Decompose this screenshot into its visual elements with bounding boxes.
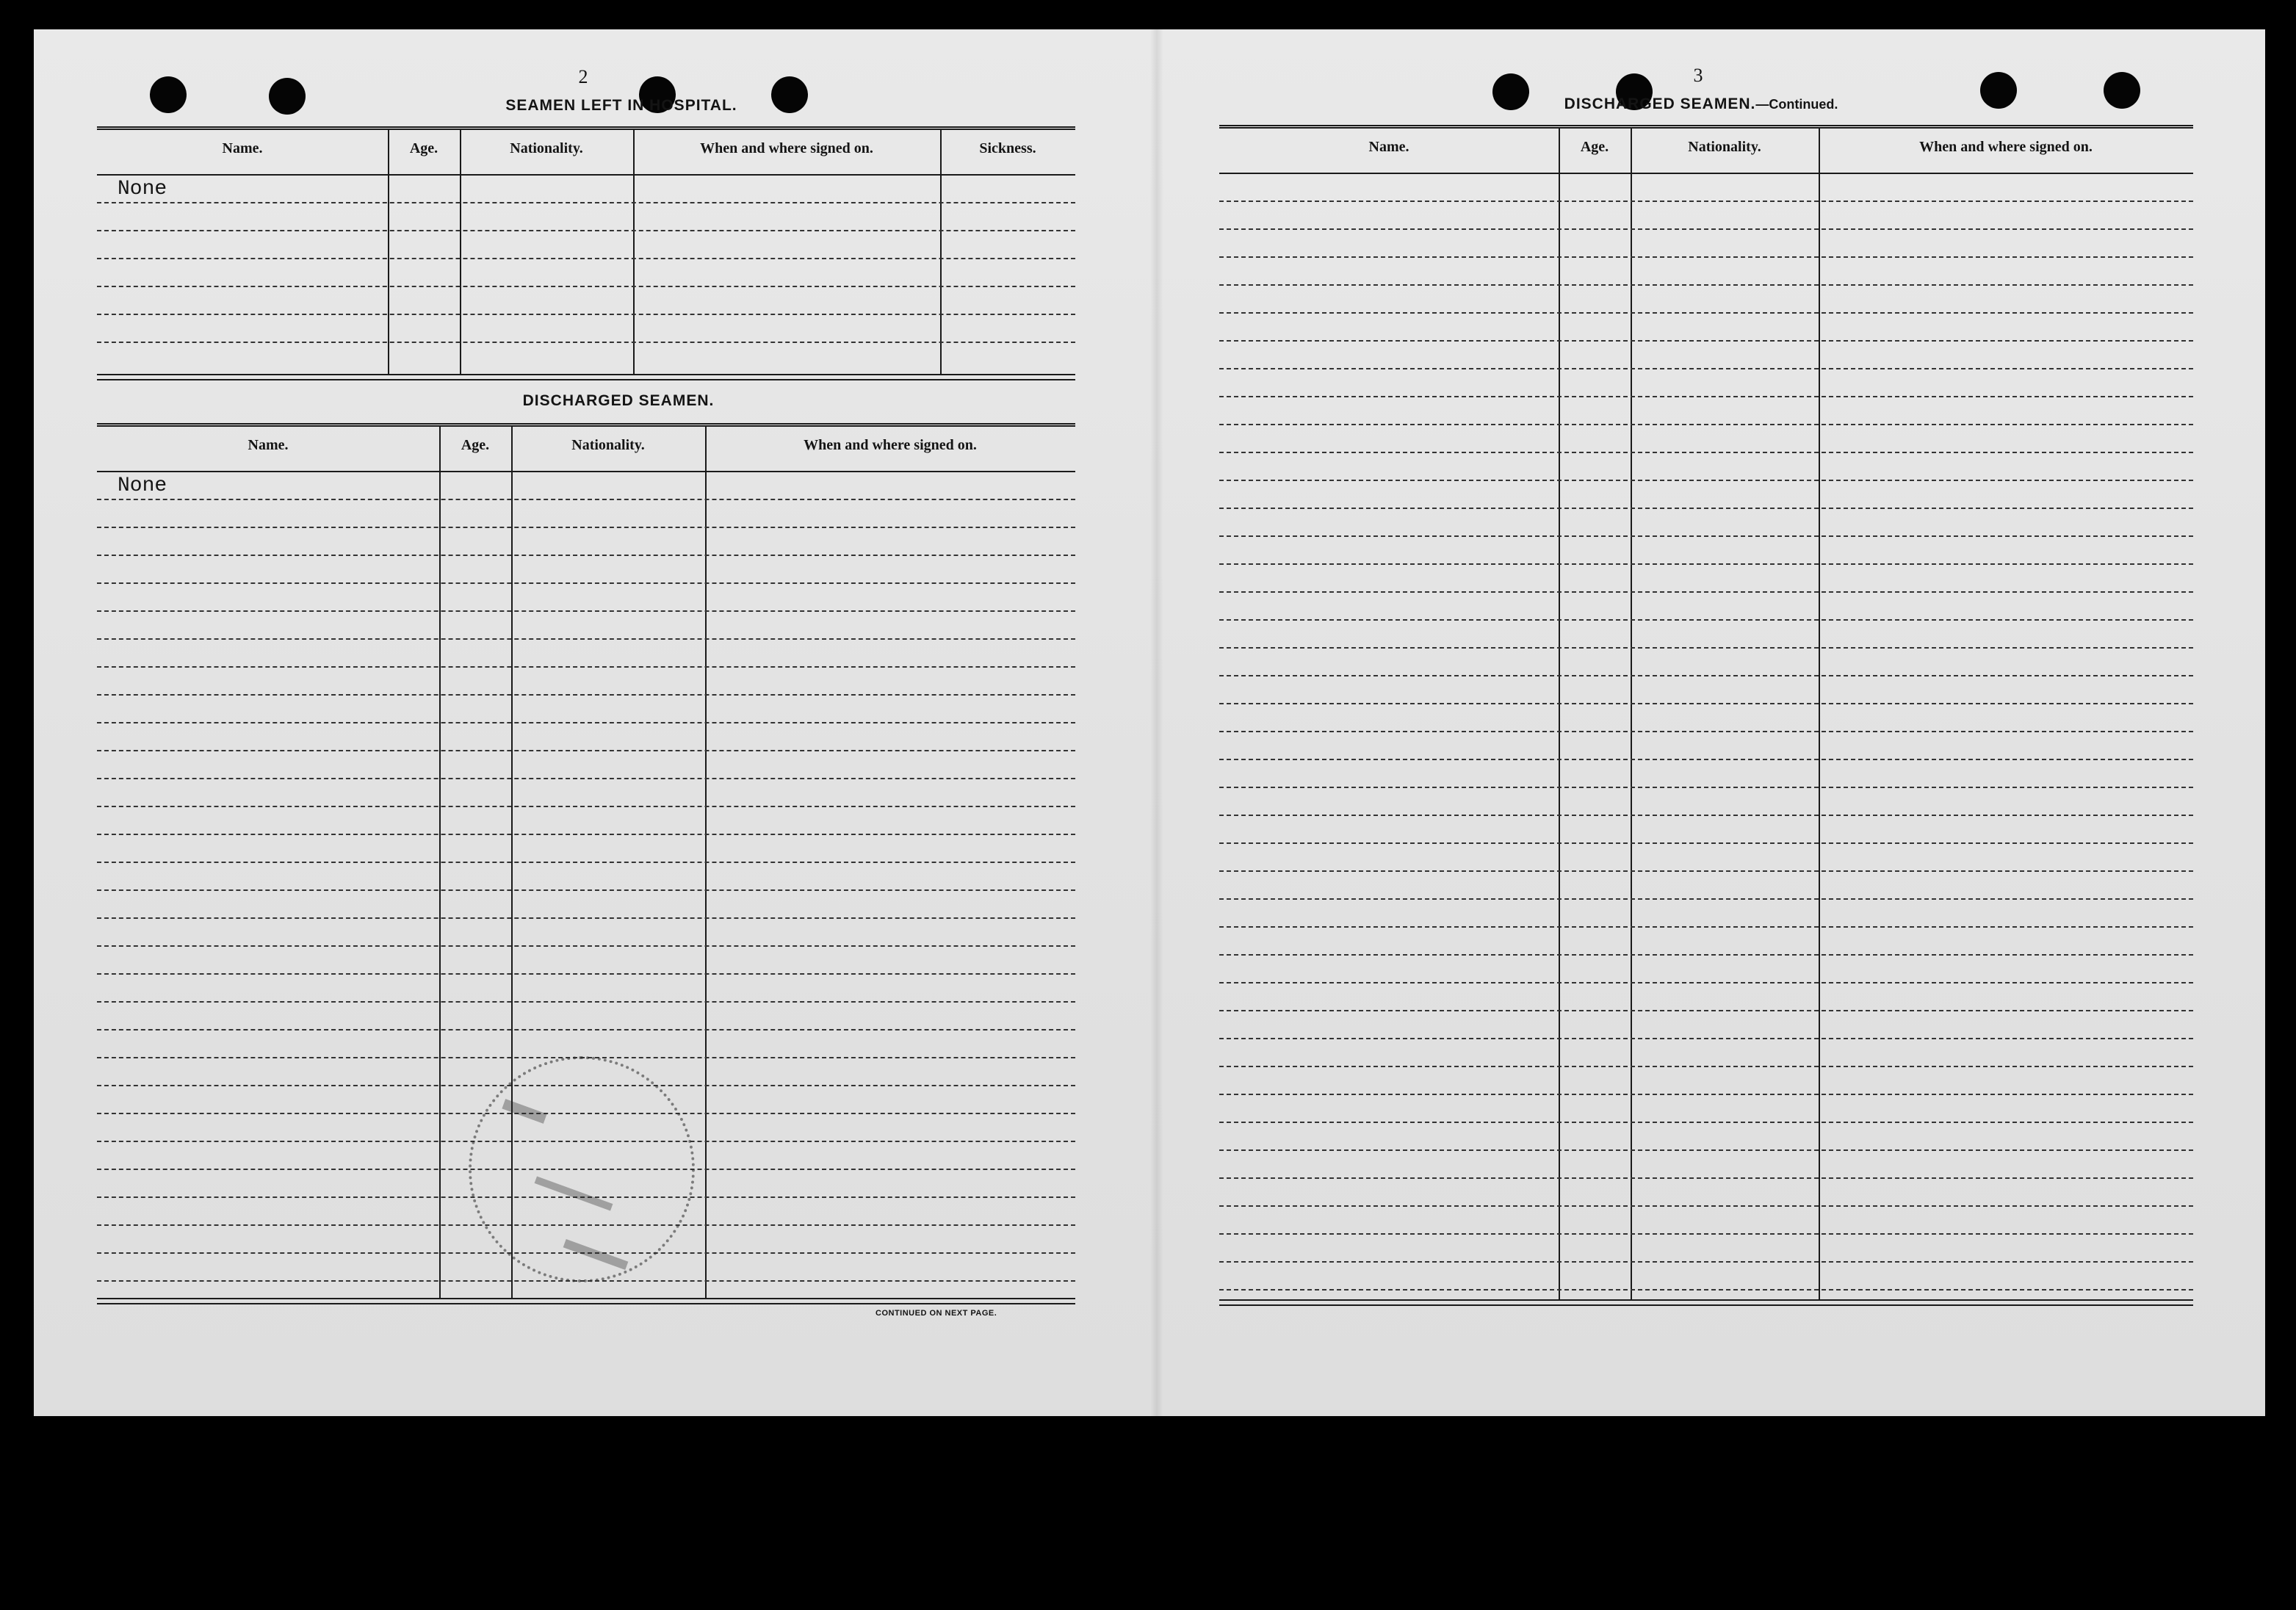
table-row — [1219, 453, 2193, 481]
table-row — [1219, 1123, 2193, 1151]
hospital-section-title: SEAMEN LEFT IN HOSPITAL. — [505, 97, 737, 114]
hospital-table — [97, 126, 1075, 375]
header-name: Name. — [1368, 139, 1409, 155]
table-row — [1219, 704, 2193, 732]
hospital-rows — [97, 176, 1075, 375]
table-row — [97, 751, 1075, 779]
table-row — [1219, 258, 2193, 286]
table-row — [97, 835, 1075, 863]
table-bottom-rule — [97, 1298, 1075, 1304]
table-row — [97, 919, 1075, 947]
table-row — [97, 640, 1075, 668]
punch-hole — [2104, 72, 2140, 109]
table-row — [1219, 202, 2193, 230]
punch-hole — [1980, 72, 2017, 109]
table-row — [1219, 286, 2193, 314]
table-row — [1219, 1207, 2193, 1235]
table-row — [1219, 314, 2193, 342]
table-row — [97, 975, 1075, 1003]
continued-title-suffix: —Continued. — [1755, 97, 1838, 112]
table-row — [1219, 230, 2193, 258]
header-name: Name. — [222, 140, 263, 156]
page-number-left: 2 — [578, 66, 588, 87]
table-row — [1219, 1263, 2193, 1290]
table-row — [1219, 928, 2193, 956]
table-row — [1219, 174, 2193, 202]
table-row — [97, 779, 1075, 807]
table-row — [97, 500, 1075, 528]
table-row — [1219, 397, 2193, 425]
table-row — [1219, 872, 2193, 900]
table-row — [1219, 1039, 2193, 1067]
header-signed-on: When and where signed on. — [804, 437, 977, 453]
table-row — [97, 203, 1075, 231]
table-row — [1219, 425, 2193, 453]
header-sickness: Sickness. — [979, 140, 1036, 156]
table-row — [1219, 1067, 2193, 1095]
table-row: None — [97, 472, 1075, 500]
table-row — [97, 612, 1075, 640]
table-bottom-rule — [97, 374, 1075, 380]
table-row — [1219, 565, 2193, 593]
table-row — [97, 1003, 1075, 1030]
table-row: None — [97, 176, 1075, 203]
table-row — [1219, 1095, 2193, 1123]
header-age: Age. — [1580, 139, 1609, 155]
header-signed-on: When and where signed on. — [700, 140, 873, 156]
table-row — [1219, 816, 2193, 844]
table-row — [1219, 983, 2193, 1011]
header-signed-on: When and where signed on. — [1919, 139, 2093, 155]
table-row — [1219, 1179, 2193, 1207]
discharged-section-title: DISCHARGED SEAMEN. — [522, 392, 715, 409]
table-row — [1219, 649, 2193, 676]
table-row — [1219, 676, 2193, 704]
table-row — [1219, 760, 2193, 788]
discharged-continued-header — [1219, 129, 2193, 174]
table-row — [1219, 621, 2193, 649]
document-sheet — [34, 29, 2265, 1416]
table-row — [1219, 342, 2193, 369]
table-row — [97, 315, 1075, 343]
table-row — [97, 696, 1075, 723]
table-row — [1219, 509, 2193, 537]
header-nationality: Nationality. — [1688, 139, 1761, 155]
table-row — [1219, 369, 2193, 397]
table-row — [97, 668, 1075, 696]
discharged-continued-title — [1503, 95, 1899, 113]
header-nationality: Nationality. — [571, 437, 645, 453]
punch-hole — [150, 76, 187, 113]
table-row — [1219, 593, 2193, 621]
table-row — [1219, 1235, 2193, 1263]
header-age: Age. — [409, 140, 438, 156]
table-row — [97, 287, 1075, 315]
table-row — [1219, 1011, 2193, 1039]
table-row — [97, 259, 1075, 287]
table-row — [97, 891, 1075, 919]
continued-note: CONTINUED ON NEXT PAGE. — [876, 1309, 997, 1318]
table-row — [97, 584, 1075, 612]
discharged-continued-table — [1219, 125, 2193, 1300]
page-fold — [1150, 29, 1163, 1416]
hospital-table-header — [97, 130, 1075, 176]
page-number-right: 3 — [1693, 65, 1703, 86]
continued-title-main: DISCHARGED SEAMEN. — [1564, 95, 1756, 112]
table-row — [1219, 481, 2193, 509]
table-row — [97, 723, 1075, 751]
table-bottom-rule — [1219, 1299, 2193, 1306]
table-row — [97, 947, 1075, 975]
table-row — [97, 863, 1075, 891]
punch-hole — [269, 78, 306, 115]
table-row — [1219, 844, 2193, 872]
discharged-continued-rows — [1219, 174, 2193, 1300]
table-row — [1219, 732, 2193, 760]
header-age: Age. — [461, 437, 490, 453]
table-row — [1219, 788, 2193, 816]
discharged-table-header — [97, 427, 1075, 472]
header-name: Name. — [248, 437, 289, 453]
table-row — [97, 528, 1075, 556]
table-row — [97, 556, 1075, 584]
table-row — [1219, 537, 2193, 565]
table-row — [97, 1030, 1075, 1058]
table-row — [1219, 1151, 2193, 1179]
header-nationality: Nationality. — [510, 140, 583, 156]
table-row — [1219, 956, 2193, 983]
table-row — [97, 807, 1075, 835]
table-row — [97, 231, 1075, 259]
table-row — [1219, 900, 2193, 928]
